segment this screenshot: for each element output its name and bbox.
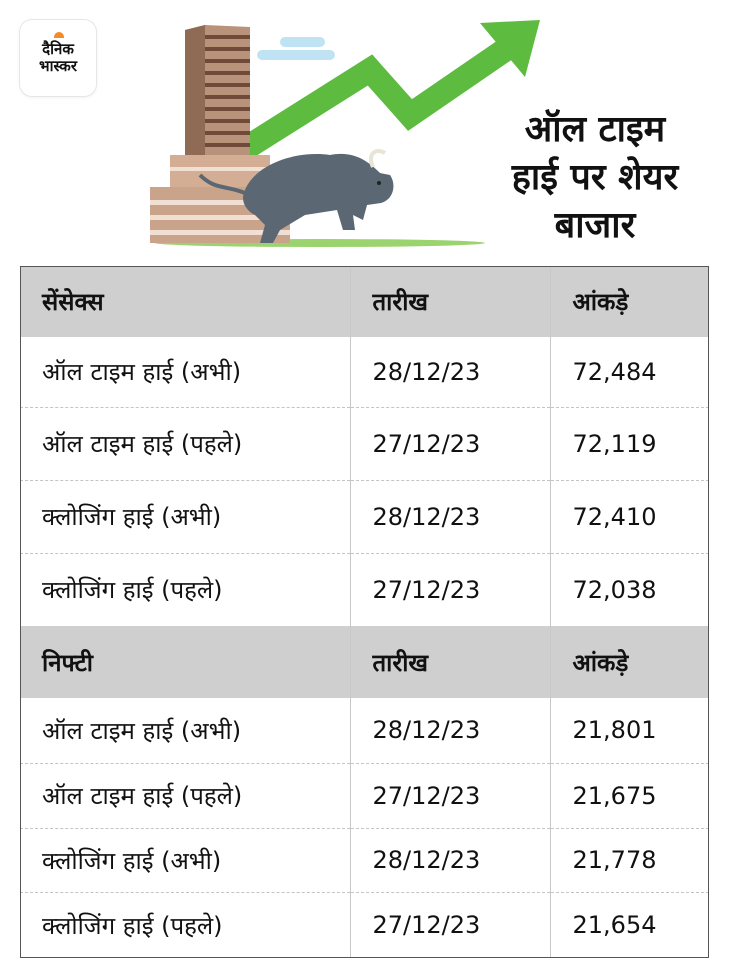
row-value: 21,654 — [572, 911, 657, 940]
row-value: 72,484 — [550, 337, 709, 407]
row-date: 27/12/23 — [350, 407, 550, 480]
row-value: 21,675 — [550, 763, 709, 828]
cloud-icon — [257, 37, 335, 60]
logo-line-2: भास्कर — [39, 57, 77, 75]
row-value: 72,038 — [572, 575, 657, 604]
row-date: 28/12/23 — [350, 480, 550, 553]
table-row — [20, 698, 709, 763]
row-value: 72,119 — [550, 407, 709, 480]
logo-line-1: दैनिक — [42, 40, 74, 58]
row-date: 27/12/23 — [350, 892, 550, 958]
table-row — [20, 480, 709, 553]
table-row — [20, 763, 709, 828]
title-line-2: हाई पर शेयर — [511, 157, 679, 198]
row-label: ऑल टाइम हाई (पहले) — [20, 763, 350, 828]
row-date: 27/12/23 — [350, 763, 550, 828]
row-label: क्लोजिंग हाई (अभी) — [20, 480, 350, 553]
column-header-date: तारीख — [350, 266, 550, 337]
row-label: क्लोजिंग हाई (पहले) — [20, 892, 350, 958]
table-row — [20, 828, 709, 892]
market-high-table — [20, 266, 709, 958]
table-row — [20, 553, 709, 626]
section-header-sensex — [20, 266, 709, 337]
logo-sun-icon — [54, 32, 64, 38]
table-row — [20, 407, 709, 480]
row-date: 28/12/23 — [350, 698, 550, 763]
column-header-date: तारीख — [350, 626, 550, 698]
row-date: 28/12/23 — [350, 828, 550, 892]
row-label: ऑल टाइम हाई (अभी) — [20, 337, 350, 407]
row-label: क्लोजिंग हाई (अभी) — [20, 828, 350, 892]
page-title — [470, 106, 720, 250]
row-value: 72,410 — [550, 480, 709, 553]
section-header-nifty — [20, 626, 709, 698]
section-title: सेंसेक्स — [20, 266, 350, 337]
column-header-value: आंकड़े — [550, 626, 709, 698]
row-value: 21,778 — [550, 828, 709, 892]
title-line-1: ऑल टाइम — [524, 109, 666, 150]
row-date: 27/12/23 — [350, 553, 550, 626]
brand-logo — [20, 20, 96, 96]
row-label: ऑल टाइम हाई (अभी) — [20, 698, 350, 763]
table-row — [20, 892, 709, 958]
title-line-3: बाजार — [554, 205, 636, 246]
section-title: निफ्टी — [20, 626, 350, 698]
row-label: ऑल टाइम हाई (पहले) — [20, 407, 350, 480]
table-row — [20, 337, 709, 407]
row-date: 28/12/23 — [350, 337, 550, 407]
row-label: क्लोजिंग हाई (पहले) — [20, 553, 350, 626]
column-header-value: आंकड़े — [550, 266, 709, 337]
row-value: 21,801 — [550, 698, 709, 763]
